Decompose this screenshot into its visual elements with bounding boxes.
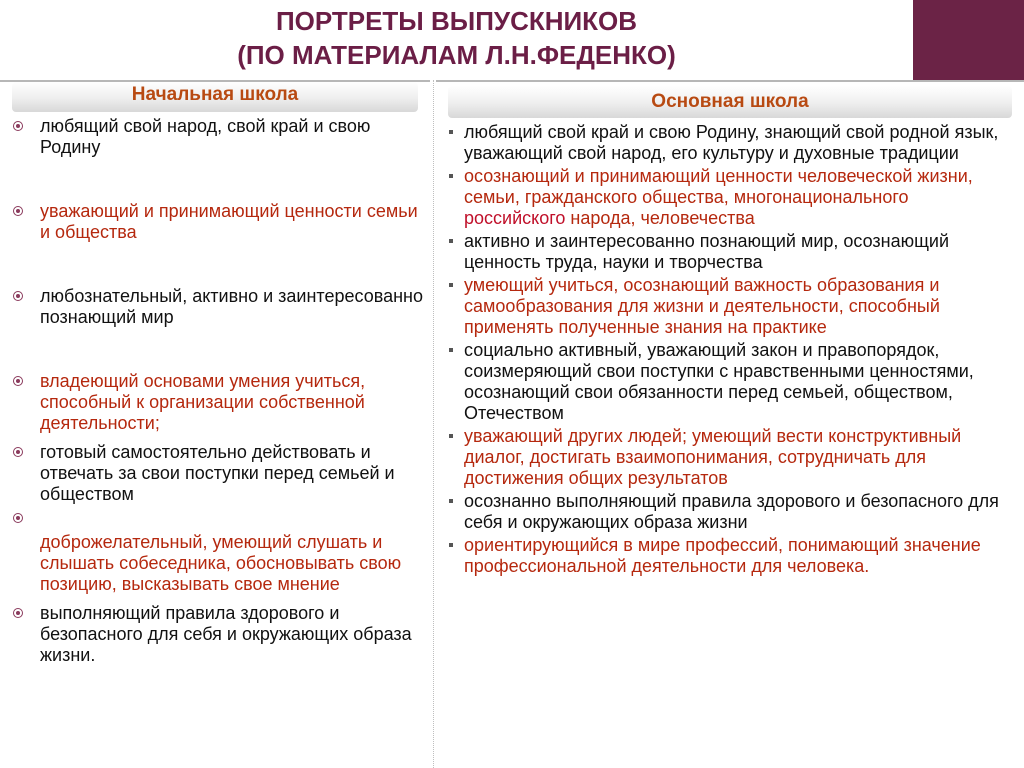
list-item: любящий свой народ, свой край и свою Родину: [0, 116, 430, 158]
ring-bullet-icon: [13, 121, 23, 131]
square-bullet-icon: [449, 239, 453, 243]
list-item-empty: [0, 508, 430, 529]
list-item: выполняющий правила здорового и безопасного для себя и окружающих образа жизни.: [0, 603, 430, 666]
list-item-continued: доброжелательный, умеющий слушать и слышать собеседника, обосновывать свою позицию, высказывать свое мнение: [40, 532, 402, 594]
ring-bullet-icon: [13, 291, 23, 301]
basic-school-heading: Основная школа: [448, 86, 1012, 118]
title-line-2: (ПО МАТЕРИАЛАМ Л.Н.ФЕДЕНКО): [237, 40, 676, 70]
primary-school-column: [0, 80, 430, 768]
list-item: умеющий учиться, осознающий важность образования и самообразования для жизни и деятельности, способный применять полученные знания на практике: [436, 275, 1024, 338]
ring-bullet-icon: [13, 608, 23, 618]
primary-school-heading: Начальная школа: [12, 82, 418, 112]
ring-bullet-icon: [13, 447, 23, 457]
list-item: осознанно выполняющий правила здорового и безопасного для себя и окружающих образа жизни: [436, 491, 1024, 533]
list-item: готовый самостоятельно действовать и отвечать за свои поступки перед семьей и обществом: [0, 442, 430, 505]
basic-school-column: [436, 80, 1024, 768]
page-title: [0, 4, 913, 72]
accent-block: [913, 0, 1024, 80]
list-item: социально активный, уважающий закон и правопорядок, соизмеряющий свои поступки с нравственными ценностями, осознающий свои обязанности перед семьей, обществом, Отечеством: [436, 340, 1024, 424]
basic-school-list: [436, 122, 1024, 577]
square-bullet-icon: [449, 348, 453, 352]
square-bullet-icon: [449, 130, 453, 134]
title-line-1: ПОРТРЕТЫ ВЫПУСКНИКОВ: [275, 6, 638, 36]
square-bullet-icon: [449, 174, 453, 178]
primary-school-list: [0, 116, 430, 666]
list-item: уважающий других людей; умеющий вести конструктивный диалог, достигать взаимопонимания, сотрудничать для достижения общих результатов: [436, 426, 1024, 489]
square-bullet-icon: [449, 499, 453, 503]
list-item: владеющий основами умения учиться, способный к организации собственной деятельности;: [0, 371, 430, 434]
list-item: ориентирующийся в мире профессий, понимающий значение профессиональной деятельности для человека.: [436, 535, 1024, 577]
column-divider: [433, 80, 434, 768]
square-bullet-icon: [449, 543, 453, 547]
list-item: любознательный, активно и заинтересованно познающий мир: [0, 286, 430, 328]
ring-bullet-icon: [13, 513, 23, 523]
list-item: осознающий и принимающий ценности человеческой жизни, семьи, гражданского общества, многонационального российского народа, человечества: [436, 166, 1024, 229]
list-item: активно и заинтересованно познающий мир, осознающий ценность труда, науки и творчества: [436, 231, 1024, 273]
list-item: уважающий и принимающий ценности семьи и общества: [0, 201, 430, 243]
list-item: любящий свой край и свою Родину, знающий свой родной язык, уважающий свой народ, его культуру и духовные традиции: [436, 122, 1024, 164]
square-bullet-icon: [449, 283, 453, 287]
square-bullet-icon: [449, 434, 453, 438]
ring-bullet-icon: [13, 206, 23, 216]
ring-bullet-icon: [13, 376, 23, 386]
